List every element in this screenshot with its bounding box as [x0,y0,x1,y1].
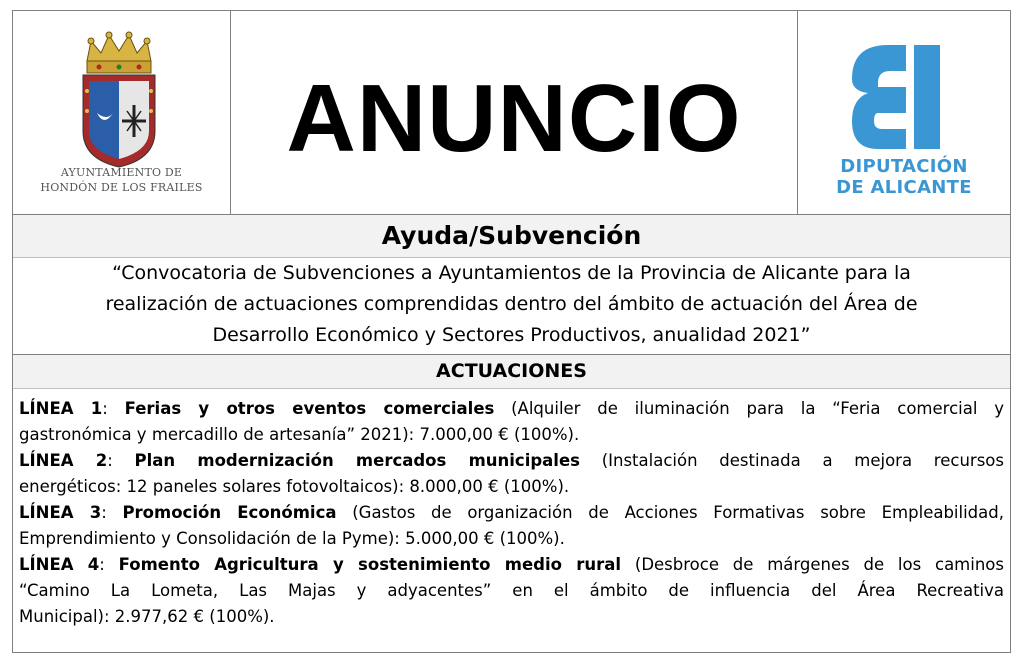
linea-name: Ferias y otros eventos comerciales [124,399,495,418]
linea-3-line2: Emprendimiento y Consolidación de la Pyme): 5.000,00 € (100%). [19,529,565,548]
linea-3-line1: LÍNEA 3: Promoción Económica (Gastos de organización de Acciones Formativas sobre Empleabilidad, [19,503,1004,522]
quote-line: realización de actuaciones comprendidas dentro del ámbito de actuación del Área de [105,293,918,315]
linea-2-line1: LÍNEA 2: Plan modernización mercados municipales (Instalación destinada a mejora recursos [19,451,1004,470]
linea-name: Promoción Económica [122,503,337,522]
linea-description: (Desbroce de márgenes de los caminos [634,555,1004,574]
subtitle: Ayuda/Subvención [13,215,1010,258]
linea-label: LÍNEA 3 [19,503,102,522]
municipality-caption-line1: AYUNTAMIENTO DE [60,166,183,179]
announcement-frame [12,10,1011,653]
linea-1-line2: gastronómica y mercadillo de artesanía” 2021): 7.000,00 € (100%). [19,425,580,444]
linea-1-line1: LÍNEA 1: Ferias y otros eventos comerciales (Alquiler de iluminación para la “Feria comercial y [19,399,1004,418]
convocatoria-quote [13,258,1010,355]
linea-2-line2: energéticos: 12 paneles solares fotovoltaicos): 8.000,00 € (100%). [19,477,570,496]
linea-name: Fomento Agricultura y sostenimiento medio rural [118,555,622,574]
linea-4-line3: Municipal): 2.977,62 € (100%). [19,607,275,626]
linea-description: (Alquiler de iluminación para la “Feria comercial y [511,399,1004,418]
title-cell [231,11,798,214]
page-title: ANUNCIO [286,65,742,172]
linea-description: (Gastos de organización de Acciones Formativas sobre Empleabilidad, [352,503,1004,522]
coat-of-arms-icon [77,31,161,169]
linea-description: (Instalación destinada a mejora recursos [601,451,1004,470]
header-row [13,11,1010,215]
actuaciones-header: ACTUACIONES [13,355,1010,389]
linea-4-line2: “Camino La Lometa, Las Majas y adyacentes” en el ámbito de influencia del Área Recreativa [19,581,1004,600]
diputacion-name-line1: DIPUTACIÓN [840,156,968,177]
quote-line: “Convocatoria de Subvenciones a Ayuntamientos de la Provincia de Alicante para la [112,262,911,284]
linea-name: Plan modernización mercados municipales [134,451,580,470]
linea-label: LÍNEA 1 [19,399,103,418]
municipality-cell [13,11,231,214]
linea-label: LÍNEA 4 [19,555,100,574]
actuaciones-list [19,396,1004,630]
linea-label: LÍNEA 2 [19,451,108,470]
linea-4-line1: LÍNEA 4: Fomento Agricultura y sostenimiento medio rural (Desbroce de márgenes de los caminos [19,555,1004,574]
diputacion-cell [798,11,1010,214]
quote-line: Desarrollo Económico y Sectores Productivos, anualidad 2021” [212,324,811,346]
diputacion-name-line2: DE ALICANTE [836,177,972,198]
municipality-caption-line2: HONDÓN DE LOS FRAILES [40,181,203,194]
diputacion-logo-icon [844,37,962,155]
